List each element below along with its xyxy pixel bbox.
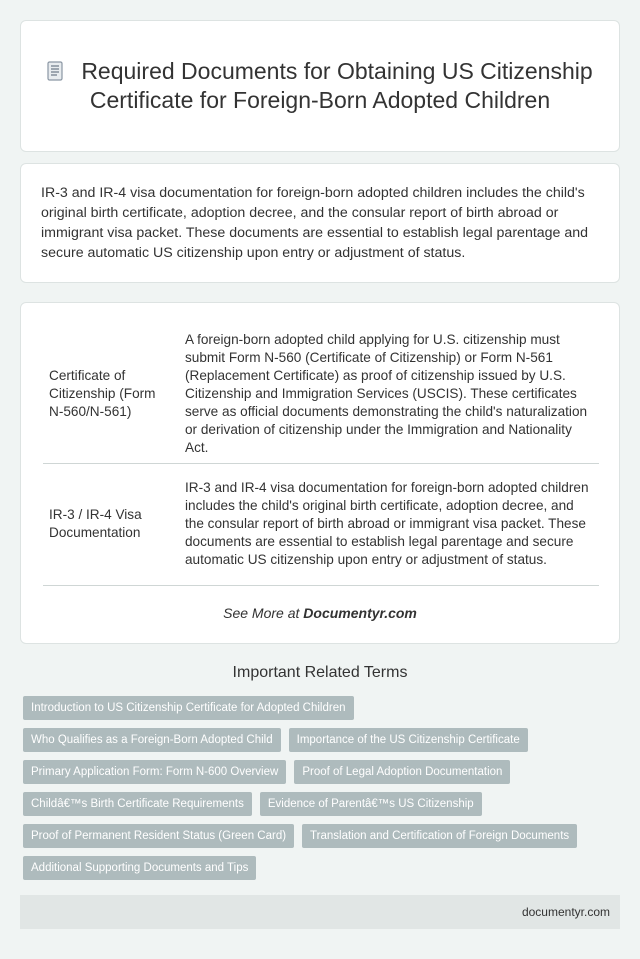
row-label: IR-3 / IR-4 Visa Documentation: [43, 463, 179, 585]
related-term-tag[interactable]: Who Qualifies as a Foreign-Born Adopted Child: [23, 728, 281, 752]
related-term-tag[interactable]: Primary Application Form: Form N-600 Overview: [23, 760, 286, 784]
related-terms-title: Important Related Terms: [232, 664, 408, 681]
row-description: A foreign-born adopted child applying for U.S. citizenship must submit Form N-560 (Certificate of Citizenship) or Form N-561 (Replacement Certificate) as proof of citizenship issued by U.S. Citizenship and Immigration Services (USCIS). These certificates serve as official documents demonstrating the child's naturalization or derivation of citizenship under the Immigration and Nationality Act.: [179, 325, 599, 463]
related-term-tag[interactable]: Translation and Certification of Foreign Documents: [302, 824, 577, 848]
documents-table-card: [20, 302, 620, 644]
title-card: [20, 20, 620, 152]
intro-text: IR-3 and IR-4 visa documentation for foreign-born adopted children includes the child's original birth certificate, adoption decree, and the consular report of birth abroad or immigrant visa packet. These documents are essential to establish legal parentage and secure automatic US citizenship upon entry or adjustment of status.: [41, 185, 589, 261]
documents-table: [43, 325, 599, 586]
intro-card: [20, 163, 620, 283]
related-term-tag[interactable]: Introduction to US Citizenship Certificate for Adopted Children: [23, 696, 354, 720]
see-more-link[interactable]: [21, 605, 619, 621]
see-more-site[interactable]: Documentyr.com: [303, 605, 417, 621]
page-title-text: Required Documents for Obtaining US Citizenship Certificate for Foreign-Born Adopted Children: [81, 58, 593, 113]
footer: [20, 895, 620, 929]
table-row: [43, 463, 599, 585]
related-term-tag[interactable]: Proof of Legal Adoption Documentation: [294, 760, 510, 784]
page-title: [40, 57, 600, 115]
related-terms-tags: [23, 696, 613, 888]
document-icon: [47, 61, 63, 81]
footer-site[interactable]: documentyr.com: [521, 905, 610, 919]
related-term-tag[interactable]: Childâ€™s Birth Certificate Requirements: [23, 792, 252, 816]
row-description: IR-3 and IR-4 visa documentation for foreign-born adopted children includes the child's original birth certificate, adoption decree, and the consular report of birth abroad or immigrant visa packet. These documents are essential to establish legal parentage and secure automatic US citizenship upon entry or adjustment of status.: [179, 463, 599, 585]
related-term-tag[interactable]: Proof of Permanent Resident Status (Green Card): [23, 824, 294, 848]
related-term-tag[interactable]: Additional Supporting Documents and Tips: [23, 856, 256, 880]
see-more-prefix: See More at: [223, 605, 300, 621]
related-term-tag[interactable]: Importance of the US Citizenship Certificate: [289, 728, 528, 752]
table-row: [43, 325, 599, 463]
related-term-tag[interactable]: Evidence of Parentâ€™s US Citizenship: [260, 792, 482, 816]
row-label: Certificate of Citizenship (Form N-560/N-561): [43, 325, 179, 463]
